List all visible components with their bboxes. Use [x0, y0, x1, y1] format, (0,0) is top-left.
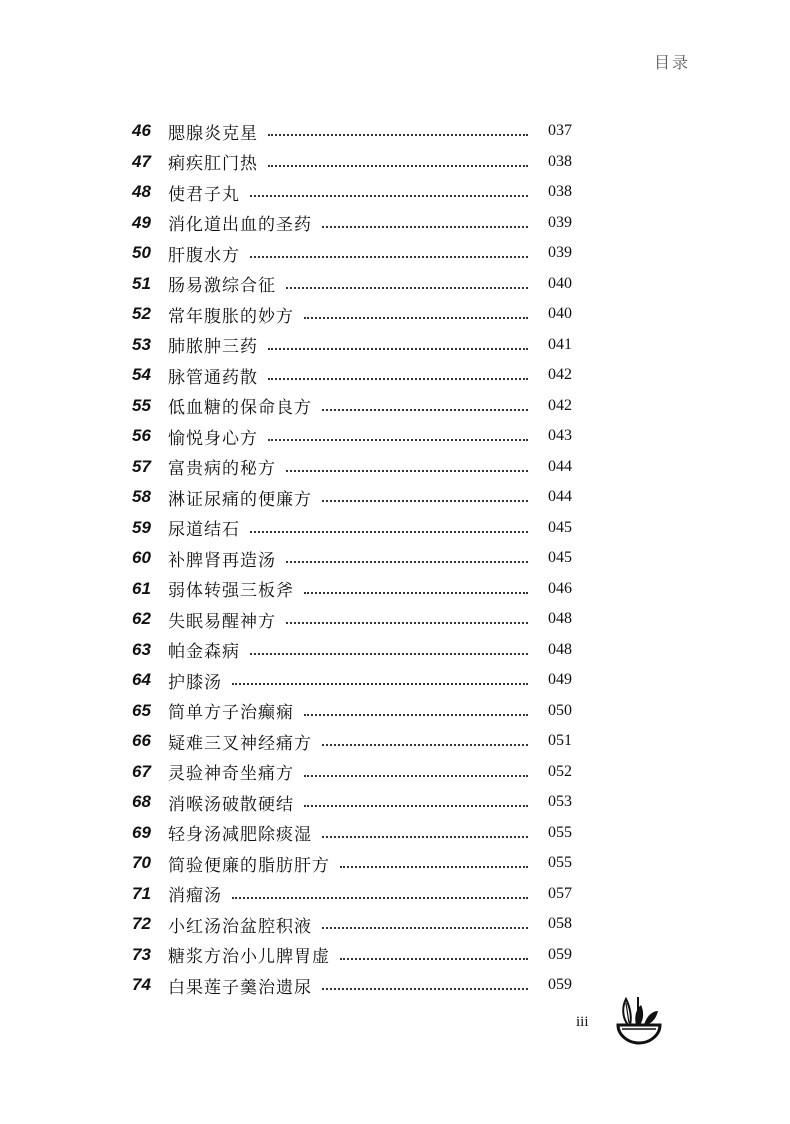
toc-entry [132, 696, 572, 727]
dot-leader [340, 958, 528, 960]
entry-page: 050 [548, 701, 572, 719]
entry-title: 使君子丸 [168, 184, 240, 205]
entry-page: 059 [548, 976, 572, 994]
dot-leader [268, 348, 528, 350]
entry-title: 小红汤治盆腔积液 [168, 916, 312, 937]
entry-title: 简单方子治癫痫 [168, 703, 294, 724]
dot-leader [304, 805, 528, 807]
dot-leader [322, 744, 528, 746]
dot-leader [322, 409, 528, 411]
dot-leader [322, 836, 528, 838]
toc-entry [132, 787, 572, 818]
entry-number: 66 [132, 731, 151, 751]
entry-title: 富贵病的秘方 [168, 459, 276, 480]
entry-page: 059 [548, 945, 572, 963]
dot-leader [286, 622, 528, 624]
entry-number: 51 [132, 273, 151, 293]
entry-number: 50 [132, 243, 151, 263]
toc-entry [132, 238, 572, 269]
toc-entry [132, 177, 572, 208]
entry-number: 47 [132, 151, 151, 171]
entry-title: 常年腹胀的妙方 [168, 306, 294, 327]
entry-title: 灵验神奇坐痛方 [168, 764, 294, 785]
entry-title: 脉管通药散 [168, 367, 258, 388]
entry-title: 疑难三叉神经痛方 [168, 733, 312, 754]
page-number: iii [576, 1014, 589, 1030]
entry-title: 白果莲子羹治遗尿 [168, 977, 312, 998]
dot-leader [322, 500, 528, 502]
entry-title: 低血糖的保命良方 [168, 398, 312, 419]
dot-leader [250, 256, 528, 258]
entry-number: 65 [132, 700, 151, 720]
entry-page: 045 [548, 518, 572, 536]
entry-number: 69 [132, 822, 151, 842]
entry-title: 尿道结石 [168, 520, 240, 541]
toc-entry [132, 909, 572, 940]
entry-page: 037 [548, 122, 572, 140]
entry-title: 消喉汤破散硬结 [168, 794, 294, 815]
entry-title: 消化道出血的圣药 [168, 215, 312, 236]
dot-leader [268, 378, 528, 380]
entry-number: 64 [132, 670, 151, 690]
entry-title: 糖浆方治小儿脾胃虚 [168, 947, 330, 968]
toc-entry [132, 940, 572, 971]
toc-entry [132, 299, 572, 330]
toc-entry [132, 116, 572, 147]
toc-entry [132, 879, 572, 910]
entry-title: 愉悦身心方 [168, 428, 258, 449]
entry-page: 055 [548, 823, 572, 841]
entry-page: 058 [548, 915, 572, 933]
entry-number: 49 [132, 212, 151, 232]
toc-entry [132, 421, 572, 452]
entry-page: 045 [548, 549, 572, 567]
toc-entry [132, 147, 572, 178]
dot-leader [286, 470, 528, 472]
dot-leader [304, 592, 528, 594]
toc-entry [132, 574, 572, 605]
dot-leader [250, 531, 528, 533]
section-header: 目录 [654, 53, 691, 72]
toc-entry [132, 757, 572, 788]
entry-number: 63 [132, 639, 151, 659]
dot-leader [322, 226, 528, 228]
entry-number: 61 [132, 578, 151, 598]
dot-leader [268, 439, 528, 441]
entry-number: 59 [132, 517, 151, 537]
entry-number: 57 [132, 456, 151, 476]
dot-leader [322, 988, 528, 990]
dot-leader [232, 897, 528, 899]
entry-page: 039 [548, 244, 572, 262]
entry-page: 052 [548, 762, 572, 780]
entry-page: 051 [548, 732, 572, 750]
entry-number: 67 [132, 761, 151, 781]
dot-leader [340, 866, 528, 868]
entry-page: 043 [548, 427, 572, 445]
entry-page: 046 [548, 579, 572, 597]
entry-page: 055 [548, 854, 572, 872]
entry-page: 042 [548, 396, 572, 414]
entry-title: 腮腺炎克星 [168, 123, 258, 144]
entry-page: 040 [548, 305, 572, 323]
toc-entry [132, 269, 572, 300]
entry-title: 弱体转强三板斧 [168, 581, 294, 602]
entry-number: 74 [132, 975, 151, 995]
dot-leader [250, 195, 528, 197]
entry-title: 肠易激综合征 [168, 276, 276, 297]
entry-page: 044 [548, 457, 572, 475]
dot-leader [250, 653, 528, 655]
entry-page: 048 [548, 640, 572, 658]
entry-number: 62 [132, 609, 151, 629]
entry-page: 038 [548, 183, 572, 201]
entry-page: 041 [548, 335, 572, 353]
dot-leader [286, 287, 528, 289]
toc-entry [132, 452, 572, 483]
dot-leader [286, 561, 528, 563]
toc-entry [132, 208, 572, 239]
table-of-contents [132, 116, 572, 1001]
entry-title: 简验便廉的脂肪肝方 [168, 855, 330, 876]
toc-entry [132, 726, 572, 757]
herb-bowl-icon [614, 995, 664, 1047]
toc-entry [132, 635, 572, 666]
entry-page: 042 [548, 366, 572, 384]
entry-title: 痢疾肛门热 [168, 154, 258, 175]
entry-number: 54 [132, 365, 151, 385]
entry-number: 52 [132, 304, 151, 324]
dot-leader [268, 134, 528, 136]
entry-number: 60 [132, 548, 151, 568]
dot-leader [268, 165, 528, 167]
dot-leader [322, 927, 528, 929]
entry-page: 048 [548, 610, 572, 628]
toc-entry [132, 482, 572, 513]
entry-title: 淋证尿痛的便廉方 [168, 489, 312, 510]
dot-leader [304, 775, 528, 777]
toc-entry [132, 513, 572, 544]
toc-entry [132, 848, 572, 879]
entry-number: 58 [132, 487, 151, 507]
entry-title: 护膝汤 [168, 672, 222, 693]
entry-page: 040 [548, 274, 572, 292]
entry-number: 70 [132, 853, 151, 873]
entry-title: 肺脓肿三药 [168, 337, 258, 358]
entry-page: 053 [548, 793, 572, 811]
entry-page: 049 [548, 671, 572, 689]
dot-leader [304, 714, 528, 716]
entry-number: 53 [132, 334, 151, 354]
entry-number: 73 [132, 944, 151, 964]
entry-title: 补脾肾再造汤 [168, 550, 276, 571]
entry-number: 46 [132, 121, 151, 141]
entry-title: 消瘤汤 [168, 886, 222, 907]
toc-entry [132, 330, 572, 361]
toc-entry [132, 391, 572, 422]
entry-number: 72 [132, 914, 151, 934]
entry-page: 057 [548, 884, 572, 902]
entry-number: 55 [132, 395, 151, 415]
toc-entry [132, 604, 572, 635]
toc-entry [132, 970, 572, 1001]
toc-entry [132, 360, 572, 391]
entry-page: 039 [548, 213, 572, 231]
entry-title: 帕金森病 [168, 642, 240, 663]
entry-number: 68 [132, 792, 151, 812]
entry-page: 038 [548, 152, 572, 170]
entry-title: 轻身汤减肥除痰湿 [168, 825, 312, 846]
entry-number: 56 [132, 426, 151, 446]
toc-entry [132, 665, 572, 696]
dot-leader [232, 683, 528, 685]
entry-number: 48 [132, 182, 151, 202]
entry-page: 044 [548, 488, 572, 506]
entry-title: 失眠易醒神方 [168, 611, 276, 632]
entry-title: 肝腹水方 [168, 245, 240, 266]
entry-number: 71 [132, 883, 151, 903]
toc-entry [132, 543, 572, 574]
dot-leader [304, 317, 528, 319]
toc-entry [132, 818, 572, 849]
